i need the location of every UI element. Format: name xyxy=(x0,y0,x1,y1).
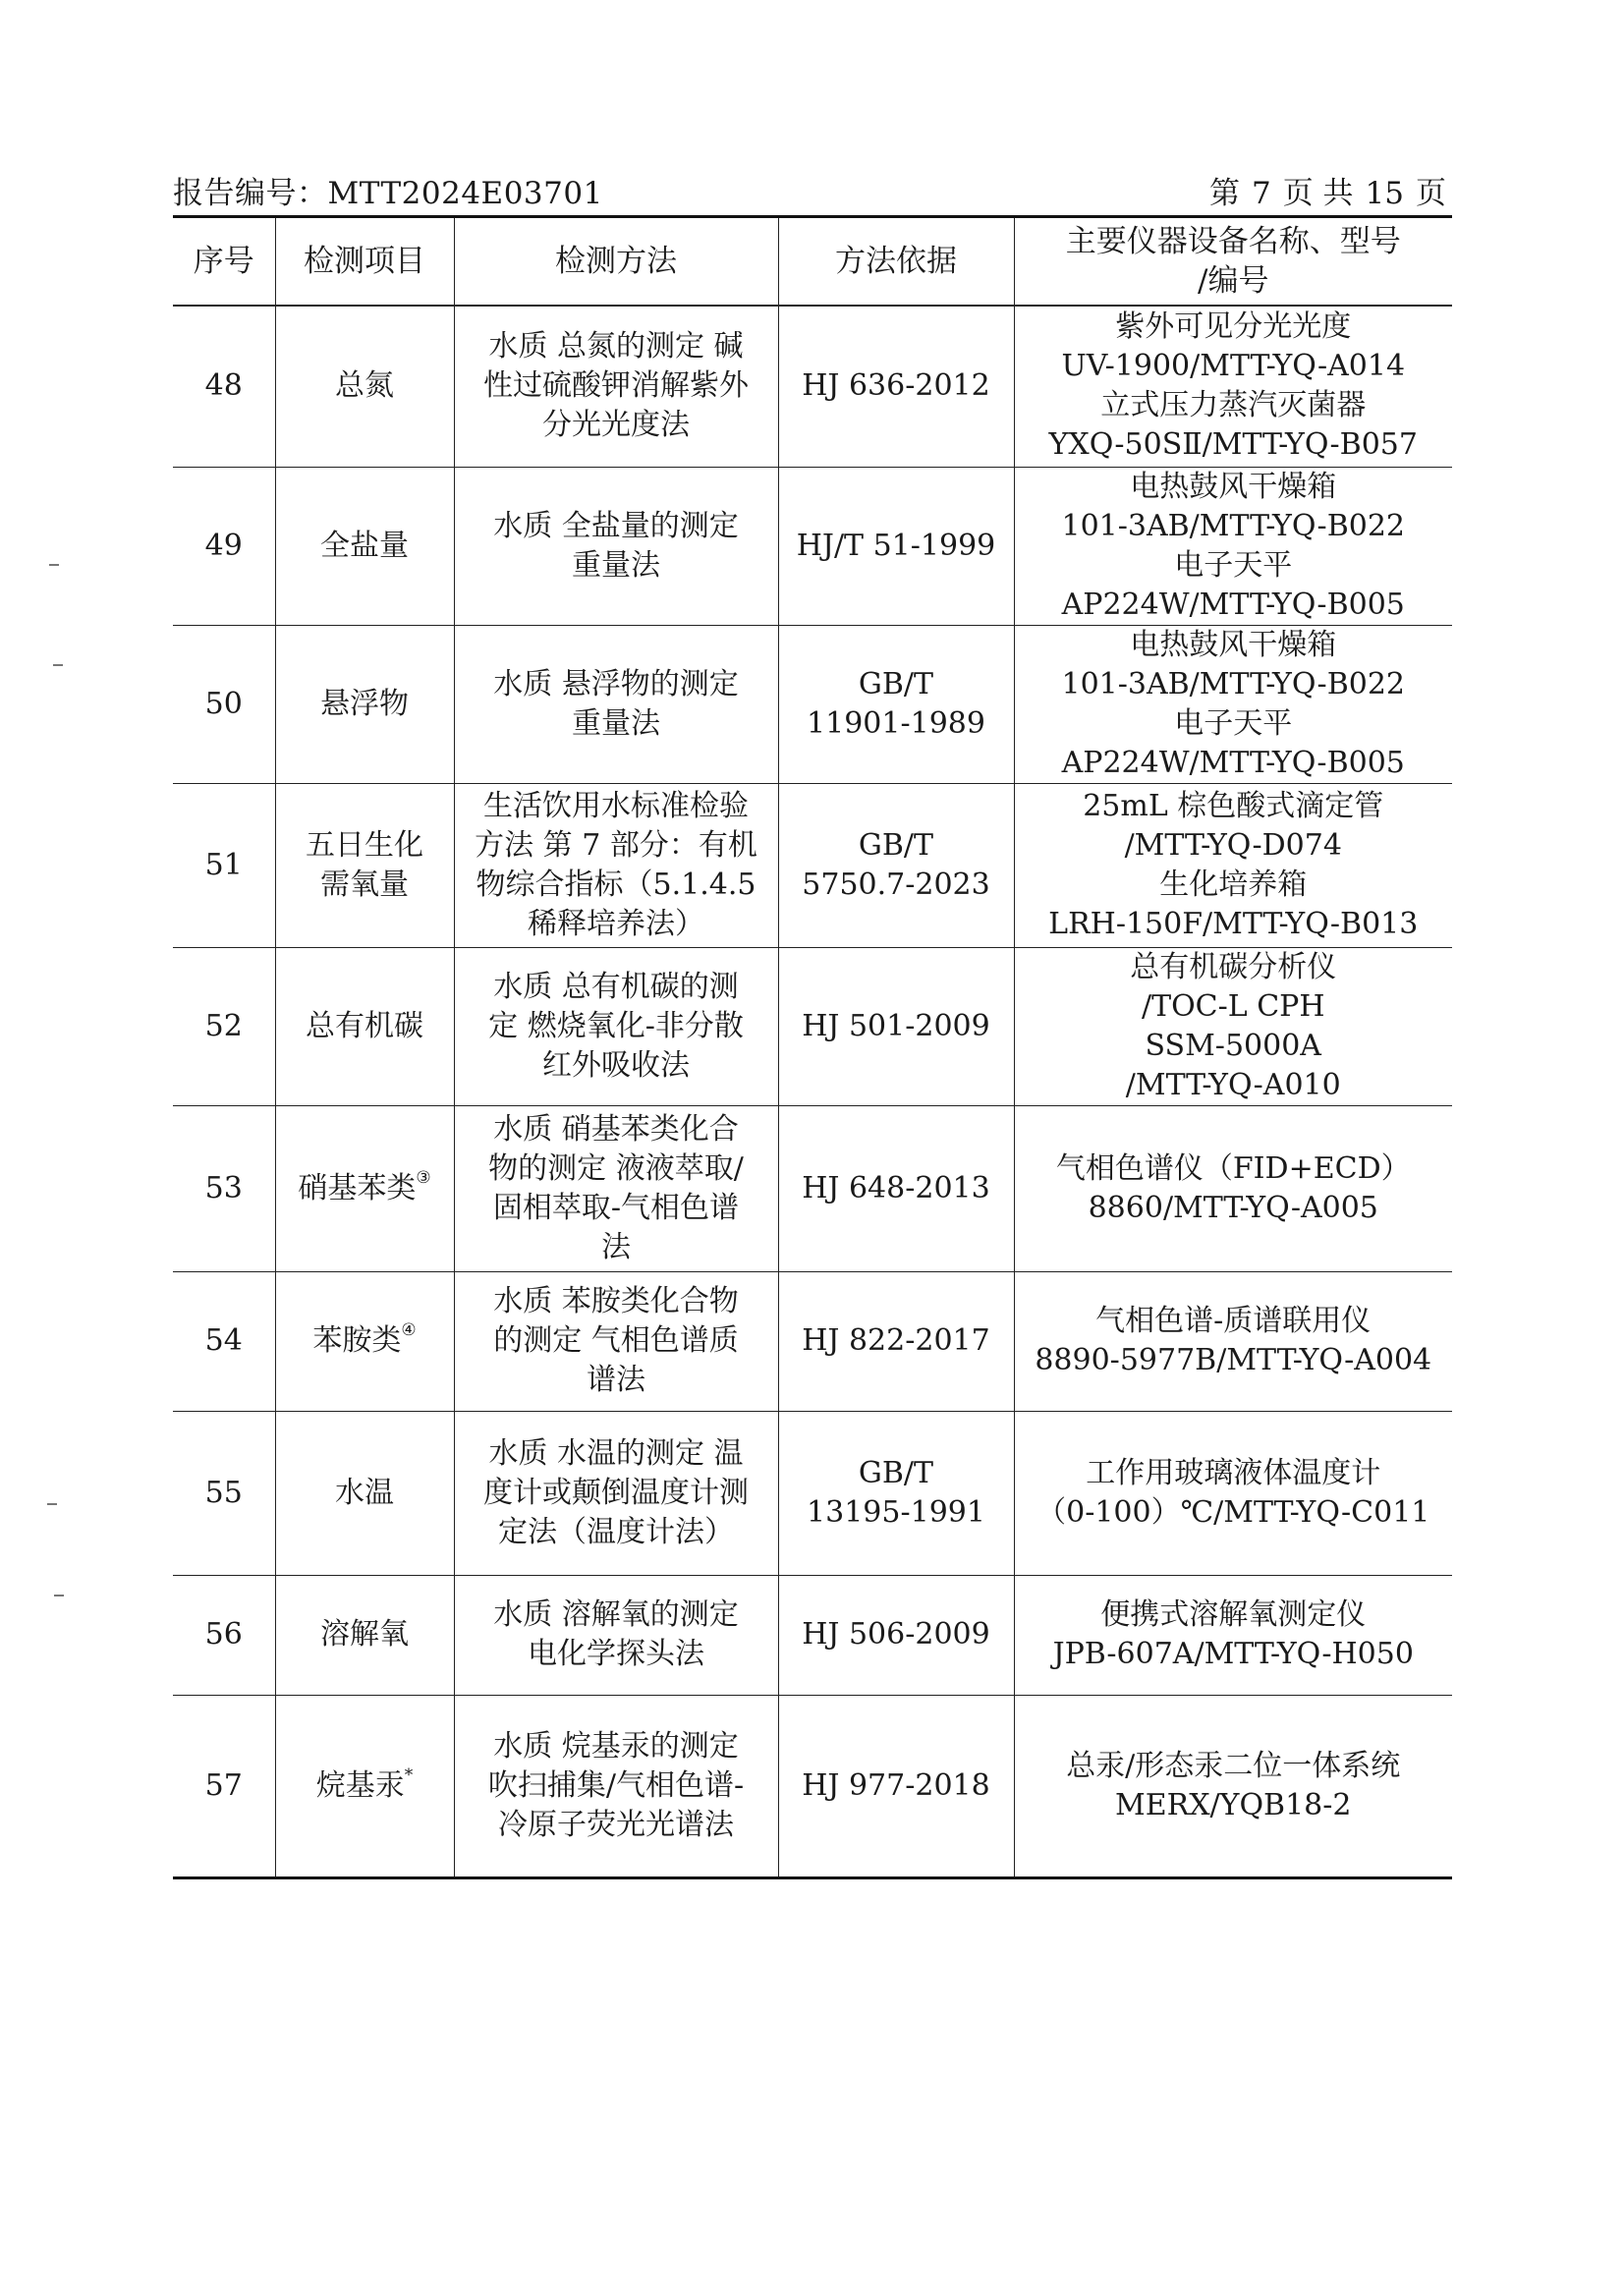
row-equipment: 工作用玻璃液体温度计 （0-100）℃/MTT-YQ-C011 xyxy=(1014,1411,1452,1575)
table-row xyxy=(173,1695,1452,1877)
table-row xyxy=(173,1271,1452,1411)
row-basis: HJ 501-2009 xyxy=(778,947,1014,1105)
table-row xyxy=(173,783,1452,947)
col-header-method: 检测方法 xyxy=(454,217,778,307)
row-equipment: 电热鼓风干燥箱 101-3AB/MTT-YQ-B022 电子天平 AP224W/MTT-YQ-B005 xyxy=(1014,625,1452,783)
row-method: 水质 悬浮物的测定 重量法 xyxy=(454,625,778,783)
item-text: 烷基汞 xyxy=(315,1767,405,1803)
scan-mark xyxy=(47,1503,57,1505)
item-text: 五日生化 需氧量 xyxy=(306,827,423,902)
scan-mark xyxy=(53,664,63,666)
row-no: 49 xyxy=(173,467,275,625)
row-basis: HJ 636-2012 xyxy=(778,306,1014,467)
row-item xyxy=(275,1105,454,1271)
row-item xyxy=(275,625,454,783)
item-text: 悬浮物 xyxy=(320,686,409,721)
page-total: 15 xyxy=(1365,176,1404,211)
col-header-item: 检测项目 xyxy=(275,217,454,307)
row-no: 53 xyxy=(173,1105,275,1271)
row-method: 水质 烷基汞的测定 吹扫捕集/气相色谱- 冷原子荧光光谱法 xyxy=(454,1695,778,1877)
row-no: 51 xyxy=(173,783,275,947)
page-current: 7 xyxy=(1251,176,1271,211)
item-footnote: ④ xyxy=(401,1320,417,1340)
item-text: 水温 xyxy=(335,1475,394,1510)
row-method: 水质 溶解氧的测定 电化学探头法 xyxy=(454,1575,778,1695)
row-equipment: 电热鼓风干燥箱 101-3AB/MTT-YQ-B022 电子天平 AP224W/MTT-YQ-B005 xyxy=(1014,467,1452,625)
row-item xyxy=(275,1271,454,1411)
row-item xyxy=(275,947,454,1105)
page-number xyxy=(1204,168,1452,212)
row-method: 水质 全盐量的测定 重量法 xyxy=(454,467,778,625)
row-method: 水质 总氮的测定 碱 性过硫酸钾消解紫外 分光光度法 xyxy=(454,306,778,467)
row-equipment: 总有机碳分析仪 /TOC-L CPH SSM-5000A /MTT-YQ-A010 xyxy=(1014,947,1452,1105)
row-equipment: 便携式溶解氧测定仪 JPB-607A/MTT-YQ-H050 xyxy=(1014,1575,1452,1695)
test-methods-table xyxy=(173,215,1452,1879)
row-item xyxy=(275,1695,454,1877)
item-footnote: ③ xyxy=(416,1167,431,1188)
item-text: 溶解氧 xyxy=(320,1617,409,1652)
row-equipment: 总汞/形态汞二位一体系统 MERX/YQB18-2 xyxy=(1014,1695,1452,1877)
page-prefix: 第 xyxy=(1208,176,1240,211)
col-header-no: 序号 xyxy=(173,217,275,307)
row-method: 水质 苯胺类化合物 的测定 气相色谱质 谱法 xyxy=(454,1271,778,1411)
item-text: 全盐量 xyxy=(320,528,409,563)
table-header-row xyxy=(173,217,1452,307)
row-equipment: 25mL 棕色酸式滴定管 /MTT-YQ-D074 生化培养箱 LRH-150F/MTT-YQ-B013 xyxy=(1014,783,1452,947)
row-no: 54 xyxy=(173,1271,275,1411)
row-equipment: 紫外可见分光光度 UV-1900/MTT-YQ-A014 立式压力蒸汽灭菌器 YXQ-50SⅡ/MTT-YQ-B057 xyxy=(1014,306,1452,467)
item-text: 苯胺类 xyxy=(312,1323,402,1358)
row-method: 水质 水温的测定 温 度计或颠倒温度计测 定法（温度计法） xyxy=(454,1411,778,1575)
row-basis: HJ 977-2018 xyxy=(778,1695,1014,1877)
row-item xyxy=(275,306,454,467)
row-basis: HJ 648-2013 xyxy=(778,1105,1014,1271)
row-basis: HJ/T 51-1999 xyxy=(778,467,1014,625)
item-text: 总氮 xyxy=(335,368,394,404)
item-footnote: * xyxy=(404,1764,414,1785)
table-row xyxy=(173,625,1452,783)
row-no: 50 xyxy=(173,625,275,783)
table-row xyxy=(173,1105,1452,1271)
table-row xyxy=(173,306,1452,467)
row-item xyxy=(275,1575,454,1695)
table-row xyxy=(173,1411,1452,1575)
page-header xyxy=(173,171,1452,216)
item-text: 硝基苯类 xyxy=(298,1170,417,1205)
row-basis: GB/T 5750.7-2023 xyxy=(778,783,1014,947)
row-basis: HJ 506-2009 xyxy=(778,1575,1014,1695)
page-middle: 页 共 xyxy=(1282,176,1354,211)
table-row xyxy=(173,1575,1452,1695)
row-method: 水质 硝基苯类化合 物的测定 液液萃取/ 固相萃取-气相色谱 法 xyxy=(454,1105,778,1271)
row-no: 57 xyxy=(173,1695,275,1877)
row-no: 55 xyxy=(173,1411,275,1575)
row-equipment: 气相色谱仪（FID+ECD） 8860/MTT-YQ-A005 xyxy=(1014,1105,1452,1271)
row-item xyxy=(275,1411,454,1575)
table-row xyxy=(173,467,1452,625)
row-no: 56 xyxy=(173,1575,275,1695)
row-item xyxy=(275,467,454,625)
report-number: 报告编号：MTT2024E03701 xyxy=(173,176,603,211)
table-row xyxy=(173,947,1452,1105)
row-basis: GB/T 11901-1989 xyxy=(778,625,1014,783)
row-method: 生活饮用水标准检验 方法 第 7 部分：有机 物综合指标（5.1.4.5 稀释培养法） xyxy=(454,783,778,947)
row-method: 水质 总有机碳的测 定 燃烧氧化-非分散 红外吸收法 xyxy=(454,947,778,1105)
col-header-equipment: 主要仪器设备名称、型号 /编号 xyxy=(1014,217,1452,307)
col-header-basis: 方法依据 xyxy=(778,217,1014,307)
row-equipment: 气相色谱-质谱联用仪 8890-5977B/MTT-YQ-A004 xyxy=(1014,1271,1452,1411)
row-basis: GB/T 13195-1991 xyxy=(778,1411,1014,1575)
row-item xyxy=(275,783,454,947)
row-basis: HJ 822-2017 xyxy=(778,1271,1014,1411)
item-text: 总有机碳 xyxy=(306,1008,423,1043)
row-no: 52 xyxy=(173,947,275,1105)
scan-mark xyxy=(49,564,59,566)
page-suffix: 页 xyxy=(1416,176,1446,211)
scan-mark xyxy=(54,1595,64,1596)
row-no: 48 xyxy=(173,306,275,467)
